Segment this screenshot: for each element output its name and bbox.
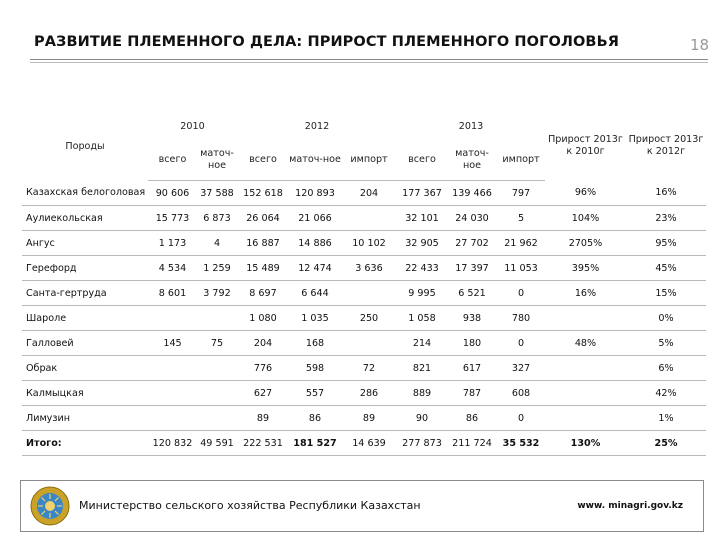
breed-name-cell: Галловей: [22, 331, 148, 356]
total-2010-cell: 90 606: [148, 181, 197, 206]
total-2013-cell: 1 058: [397, 306, 447, 331]
header-total-2013: всего: [397, 140, 447, 181]
female-2012-cell: 6 644: [289, 281, 341, 306]
total-2012-cell: 26 064: [237, 206, 289, 231]
female-2010-cell: 37 588: [197, 181, 237, 206]
female-2013-cell: 180: [447, 331, 497, 356]
page-title: РАЗВИТИЕ ПЛЕМЕННОГО ДЕЛА: ПРИРОСТ ПЛЕМЕННОГО ПОГОЛОВЬЯ: [34, 34, 620, 50]
table-row: [22, 206, 706, 231]
import-2012-cell: 72: [341, 356, 397, 381]
import-2012-cell: 250: [341, 306, 397, 331]
growth-2012-cell: 15%: [626, 281, 706, 306]
female-2010-cell: [197, 406, 237, 431]
breed-name-cell: Итого:: [22, 431, 148, 456]
total-2010-cell: 1 173: [148, 231, 197, 256]
breed-name-cell: Казахская белоголовая: [22, 181, 148, 206]
total-2010-cell: [148, 406, 197, 431]
female-2010-cell: 75: [197, 331, 237, 356]
total-2013-cell: 214: [397, 331, 447, 356]
breed-name-cell: Лимузин: [22, 406, 148, 431]
import-2012-cell: 14 639: [341, 431, 397, 456]
total-2013-cell: 22 433: [397, 256, 447, 281]
ministry-name: Министерство сельского хозяйства Республики Казахстан: [79, 499, 421, 512]
import-2012-cell: 286: [341, 381, 397, 406]
table-row: [22, 181, 706, 206]
breed-name-cell: Санта-гертруда: [22, 281, 148, 306]
growth-2012-cell: 23%: [626, 206, 706, 231]
total-2013-cell: 32 905: [397, 231, 447, 256]
female-2013-cell: 211 724: [447, 431, 497, 456]
female-2010-cell: 3 792: [197, 281, 237, 306]
total-2013-cell: 889: [397, 381, 447, 406]
growth-2012-cell: 0%: [626, 306, 706, 331]
total-2010-cell: 15 773: [148, 206, 197, 231]
female-2013-cell: 787: [447, 381, 497, 406]
female-2013-cell: 617: [447, 356, 497, 381]
total-2012-cell: 152 618: [237, 181, 289, 206]
female-2013-cell: 24 030: [447, 206, 497, 231]
header-breeds: Породы: [65, 140, 105, 152]
table-row: [22, 306, 706, 331]
footer-bar: [20, 480, 704, 532]
import-2013-cell: 780: [497, 306, 545, 331]
female-2012-cell: 168: [289, 331, 341, 356]
total-2013-cell: 821: [397, 356, 447, 381]
female-2010-cell: [197, 356, 237, 381]
total-2012-cell: 15 489: [237, 256, 289, 281]
growth-2012-cell: 16%: [626, 181, 706, 206]
total-2010-cell: 4 534: [148, 256, 197, 281]
table-row: [22, 406, 706, 431]
import-2013-cell: 5: [497, 206, 545, 231]
growth-2010-cell: 48%: [545, 331, 626, 356]
page-number: 18: [690, 36, 710, 54]
growth-2012-cell: 95%: [626, 231, 706, 256]
header-year-2013: 2013: [458, 120, 484, 132]
growth-2010-cell: 96%: [545, 181, 626, 206]
header-growth-2010: Прирост 2013г к 2010г: [548, 134, 623, 158]
total-2012-cell: 8 697: [237, 281, 289, 306]
total-2013-cell: 9 995: [397, 281, 447, 306]
growth-2012-cell: 25%: [626, 431, 706, 456]
total-2012-cell: 1 080: [237, 306, 289, 331]
female-2013-cell: 139 466: [447, 181, 497, 206]
website-link[interactable]: www. minagri.gov.kz: [577, 501, 683, 511]
import-2013-cell: 608: [497, 381, 545, 406]
total-2013-cell: 277 873: [397, 431, 447, 456]
total-2012-cell: 222 531: [237, 431, 289, 456]
female-2012-cell: 14 886: [289, 231, 341, 256]
growth-2010-cell: [545, 381, 626, 406]
import-2012-cell: 3 636: [341, 256, 397, 281]
total-2010-cell: 120 832: [148, 431, 197, 456]
total-2013-cell: 177 367: [397, 181, 447, 206]
table-row: [22, 381, 706, 406]
header-growth-2012: Прирост 2013г к 2012г: [628, 134, 704, 158]
import-2012-cell: [341, 331, 397, 356]
growth-2010-cell: [545, 356, 626, 381]
growth-2010-cell: [545, 306, 626, 331]
female-2012-cell: 12 474: [289, 256, 341, 281]
table-row: [22, 331, 706, 356]
growth-2010-cell: [545, 406, 626, 431]
female-2012-cell: 21 066: [289, 206, 341, 231]
female-2010-cell: [197, 381, 237, 406]
female-2012-cell: 598: [289, 356, 341, 381]
header-year-2012: 2012: [304, 120, 330, 132]
female-2013-cell: 938: [447, 306, 497, 331]
total-2010-cell: [148, 356, 197, 381]
female-2013-cell: 17 397: [447, 256, 497, 281]
breed-name-cell: Калмыцкая: [22, 381, 148, 406]
female-2010-cell: 49 591: [197, 431, 237, 456]
growth-2012-cell: 1%: [626, 406, 706, 431]
import-2013-cell: 0: [497, 281, 545, 306]
import-2012-cell: [341, 206, 397, 231]
growth-2012-cell: 6%: [626, 356, 706, 381]
breed-name-cell: Шароле: [22, 306, 148, 331]
state-emblem-icon: [29, 485, 71, 527]
female-2012-cell: 86: [289, 406, 341, 431]
growth-2010-cell: 16%: [545, 281, 626, 306]
growth-2012-cell: 45%: [626, 256, 706, 281]
header-import-2012: импорт: [341, 140, 397, 181]
title-divider: [30, 59, 708, 60]
breeding-growth-table: [22, 112, 706, 456]
growth-2012-cell: 42%: [626, 381, 706, 406]
total-2012-cell: 16 887: [237, 231, 289, 256]
import-2013-cell: 11 053: [497, 256, 545, 281]
total-2010-cell: [148, 306, 197, 331]
female-2012-cell: 181 527: [289, 431, 341, 456]
total-2012-cell: 627: [237, 381, 289, 406]
import-2013-cell: 797: [497, 181, 545, 206]
import-2013-cell: 0: [497, 406, 545, 431]
female-2013-cell: 86: [447, 406, 497, 431]
table-row: [22, 431, 706, 456]
total-2013-cell: 32 101: [397, 206, 447, 231]
header-total-2010: всего: [148, 140, 197, 181]
total-2010-cell: [148, 381, 197, 406]
table-row: [22, 281, 706, 306]
female-2010-cell: [197, 306, 237, 331]
breed-name-cell: Аулиекольская: [22, 206, 148, 231]
female-2012-cell: 557: [289, 381, 341, 406]
import-2012-cell: 10 102: [341, 231, 397, 256]
total-2010-cell: 145: [148, 331, 197, 356]
import-2012-cell: [341, 281, 397, 306]
header-female-2013: маточ-ное: [447, 140, 497, 181]
import-2013-cell: 35 532: [497, 431, 545, 456]
table-row: [22, 356, 706, 381]
female-2010-cell: 1 259: [197, 256, 237, 281]
total-2012-cell: 204: [237, 331, 289, 356]
growth-2010-cell: 2705%: [545, 231, 626, 256]
breed-name-cell: Герефорд: [22, 256, 148, 281]
header-female-2010: маточ-ное: [197, 140, 237, 181]
female-2010-cell: 6 873: [197, 206, 237, 231]
import-2013-cell: 0: [497, 331, 545, 356]
female-2013-cell: 27 702: [447, 231, 497, 256]
female-2012-cell: 120 893: [289, 181, 341, 206]
growth-2010-cell: 104%: [545, 206, 626, 231]
female-2010-cell: 4: [197, 231, 237, 256]
title-divider-secondary: [30, 62, 708, 63]
growth-2012-cell: 5%: [626, 331, 706, 356]
female-2012-cell: 1 035: [289, 306, 341, 331]
total-2013-cell: 90: [397, 406, 447, 431]
growth-2010-cell: 130%: [545, 431, 626, 456]
import-2013-cell: 21 962: [497, 231, 545, 256]
header-year-2010: 2010: [180, 120, 205, 132]
breed-name-cell: Обрак: [22, 356, 148, 381]
total-2012-cell: 89: [237, 406, 289, 431]
header-female-2012: маточ-ное: [289, 140, 341, 181]
total-2010-cell: 8 601: [148, 281, 197, 306]
header-total-2012: всего: [237, 140, 289, 181]
total-2012-cell: 776: [237, 356, 289, 381]
table-row: [22, 256, 706, 281]
header-import-2013: импорт: [497, 140, 545, 181]
import-2012-cell: 89: [341, 406, 397, 431]
header-row-years: [22, 112, 706, 140]
breed-name-cell: Ангус: [22, 231, 148, 256]
import-2012-cell: 204: [341, 181, 397, 206]
female-2013-cell: 6 521: [447, 281, 497, 306]
growth-2010-cell: 395%: [545, 256, 626, 281]
table-row: [22, 231, 706, 256]
import-2013-cell: 327: [497, 356, 545, 381]
